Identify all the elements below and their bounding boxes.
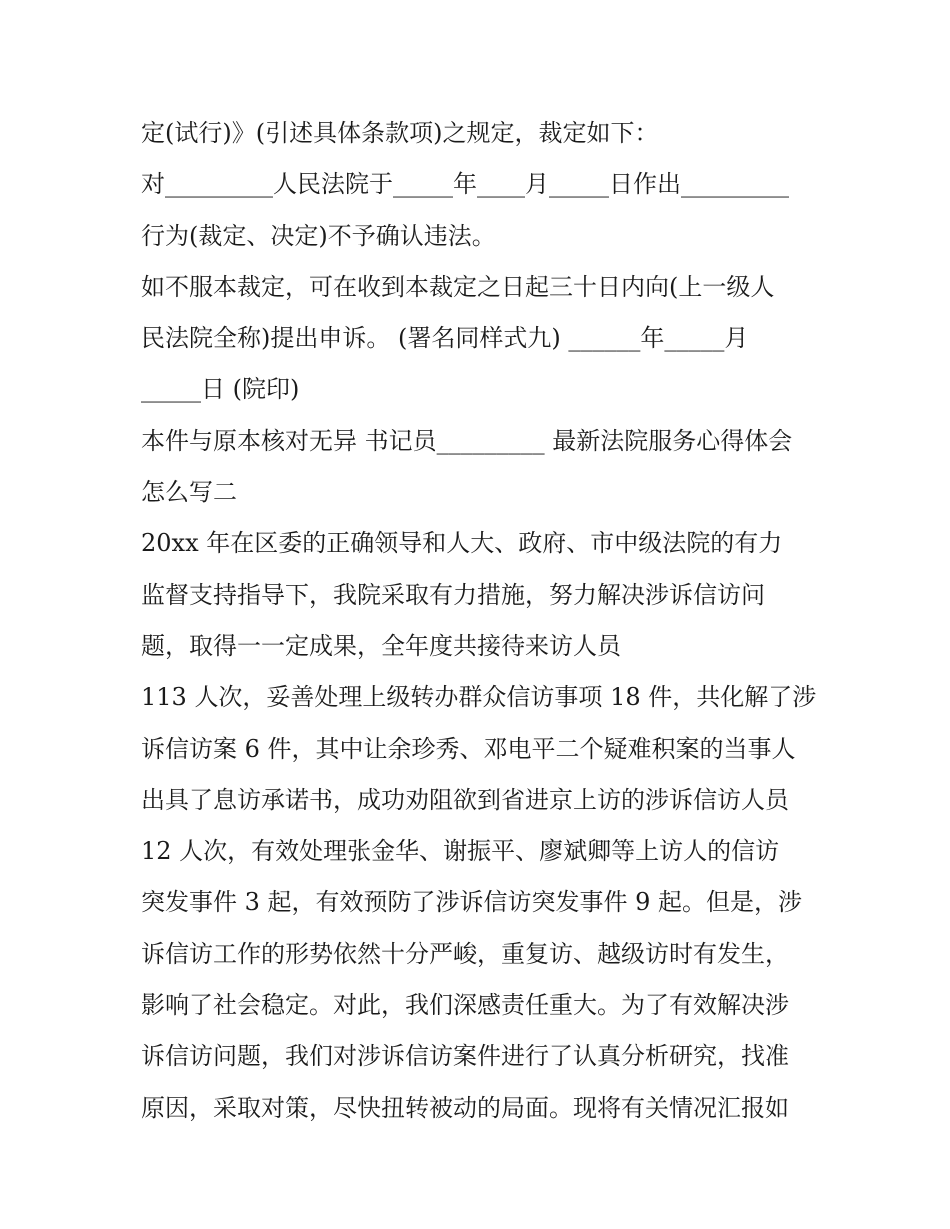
text-line: 12 人次，有效处理张金华、谢振平、廖斌卿等上访人的信访	[141, 837, 780, 866]
text-line: 影响了社会稳定。对此，我们深感责任重大。为了有效解决涉	[141, 991, 789, 1020]
text-line: 怎么写二	[141, 478, 237, 507]
text-line: 诉信访案 6 件，其中让余珍秀、邓电平二个疑难积案的当事人	[141, 734, 796, 763]
document-body	[141, 108, 821, 1134]
text-line: 行为(裁定、决定)不予确认违法。	[141, 221, 496, 250]
text-line: 诉信访工作的形势依然十分严峻，重复访、越级访时有发生，	[141, 939, 789, 968]
text-line: 本件与原本核对无异 书记员_________ 最新法院服务心得体会	[141, 426, 793, 455]
text-line: 如不服本裁定，可在收到本裁定之日起三十日内向(上一级人	[141, 272, 775, 301]
text-line: 题，取得一一定成果，全年度共接待来访人员	[141, 631, 621, 660]
text-line: 监督支持指导下，我院采取有力措施，努力解决涉诉信访问	[141, 580, 765, 609]
text-line: 诉信访问题，我们对涉诉信访案件进行了认真分析研究，找准	[141, 1042, 789, 1071]
text-line: _____日 (院印)	[141, 375, 300, 404]
text-line: 定(试行)》(引述具体条款项)之规定，裁定如下：	[141, 119, 659, 147]
text-line: 20xx 年在区委的正确领导和人大、政府、市中级法院的有力	[141, 529, 783, 558]
text-line: 出具了息访承诺书，成功劝阻欲到省进京上访的涉诉信访人员	[141, 785, 789, 814]
text-line: 突发事件 3 起，有效预防了涉诉信访突发事件 9 起。但是，涉	[141, 888, 803, 917]
text-line: 113 人次，妥善处理上级转办群众信访事项 18 件，共化解了涉	[141, 683, 817, 712]
text-line: 对_________人民法院于_____年____月_____日作出_________	[141, 170, 789, 199]
text-line: 民法院全称)提出申诉。 (署名同样式九) ______年_____月	[141, 324, 749, 353]
text-line: 原因，采取对策，尽快扭转被动的局面。现将有关情况汇报如	[141, 1093, 789, 1122]
